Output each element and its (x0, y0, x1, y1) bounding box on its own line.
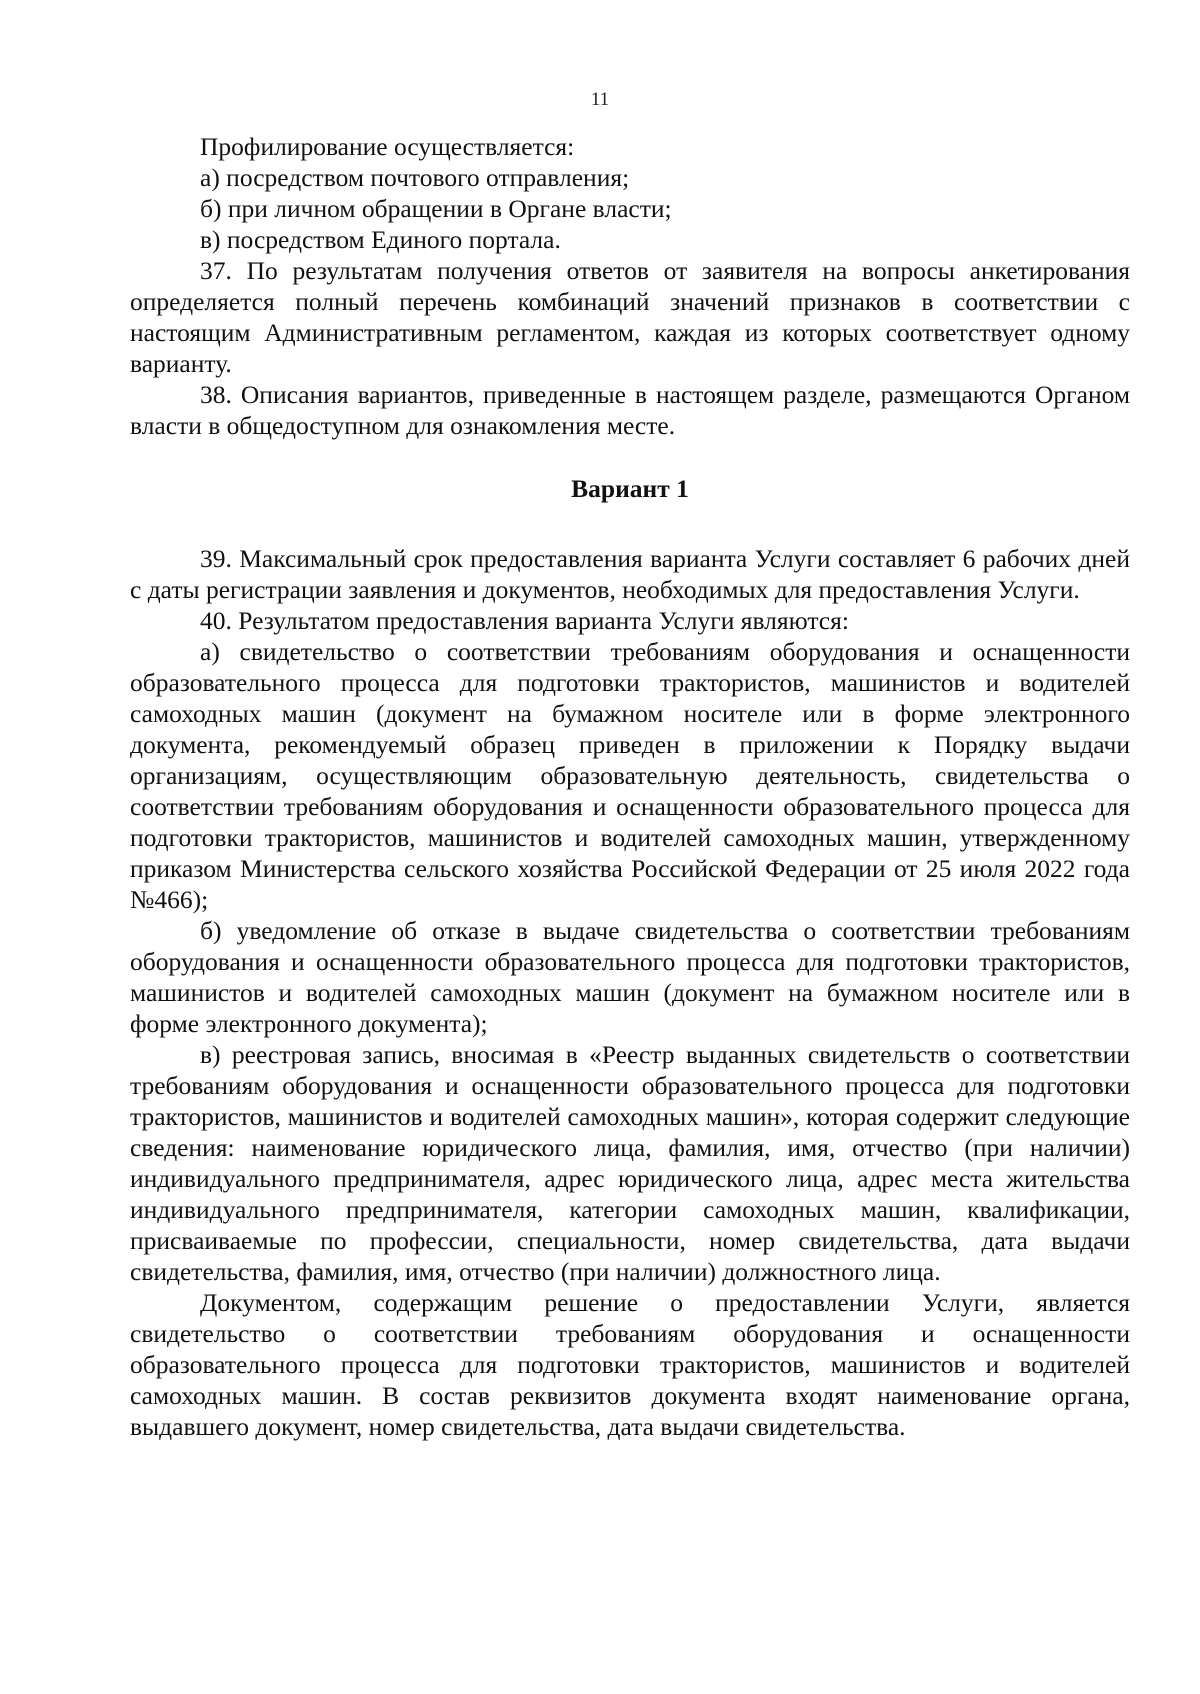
paragraph-decision-document: Документом, содержащим решение о предоставлении Услуги, является свидетельство о соответствии требованиям оборудования и оснащенности образовательного процесса для подготовки трактористов, машинистов и водителей самоходных машин. В состав реквизитов документа входят наименование органа, выдавшего документ, номер свидетельства, дата выдачи свидетельства. (130, 1288, 1130, 1441)
section-heading-variant-1: Вариант 1 (571, 474, 689, 503)
document-body (130, 131, 1130, 1442)
paragraph-40-v: в) реестровая запись, вносимая в «Реестр выданных свидетельств о соответствии требованиям оборудования и оснащенности образовательного процесса для подготовки трактористов, машинистов и водителей самоходных машин», которая содержит следующие сведения: наименование юридического лица, фамилия, имя, отчество (при наличии) индивидуального предпринимателя, адрес юридического лица, адрес места жительства индивидуального предпринимателя, категории самоходных машин, квалификации, присваиваемые по профессии, специальности, номер свидетельства, дата выдачи свидетельства, фамилия, имя, отчество (при наличии) должностного лица. (130, 1040, 1130, 1286)
paragraph-38: 38. Описания вариантов, приведенные в настоящем разделе, размещаются Органом власти в общедоступном для ознакомления месте. (130, 380, 1130, 440)
paragraph-37: 37. По результатам получения ответов от заявителя на вопросы анкетирования определяется полный перечень комбинаций значений признаков в соответствии с настоящим Административным регламентом, каждая из которых соответствует одному варианту. (130, 256, 1130, 378)
paragraph-40: 40. Результатом предоставления варианта Услуги являются: (200, 606, 849, 635)
page-number: 11 (590, 89, 610, 110)
paragraph-39: 39. Максимальный срок предоставления варианта Услуги составляет 6 рабочих дней с даты регистрации заявления и документов, необходимых для предоставления Услуги. (130, 544, 1130, 604)
paragraph-profiling-mail: а) посредством почтового отправления; (200, 163, 630, 192)
paragraph-profiling-portal: в) посредством Единого портала. (200, 225, 561, 254)
paragraph-profiling-personal: б) при личном обращении в Органе власти; (200, 194, 672, 223)
paragraph-40-a: а) свидетельство о соответствии требованиям оборудования и оснащенности образовательного процесса для подготовки трактористов, машинистов и водителей самоходных машин (документ на бумажном носителе или в форме электронного документа, рекомендуемый образец приведен в приложении к Порядку выдачи организациям, осуществляющим образовательную деятельность, свидетельства о соответствии требованиям оборудования и оснащенности образовательного процесса для подготовки трактористов, машинистов и водителей самоходных машин, утвержденному приказом Министерства сельского хозяйства Российской Федерации от 25 июля 2022 года №466); (130, 637, 1130, 914)
paragraph-40-b: б) уведомление об отказе в выдаче свидетельства о соответствии требованиям оборудования и оснащенности образовательного процесса для подготовки трактористов, машинистов и водителей самоходных машин (документ на бумажном носителе или в форме электронного документа); (130, 916, 1130, 1038)
paragraph-profiling-intro: Профилирование осуществляется: (200, 132, 575, 161)
